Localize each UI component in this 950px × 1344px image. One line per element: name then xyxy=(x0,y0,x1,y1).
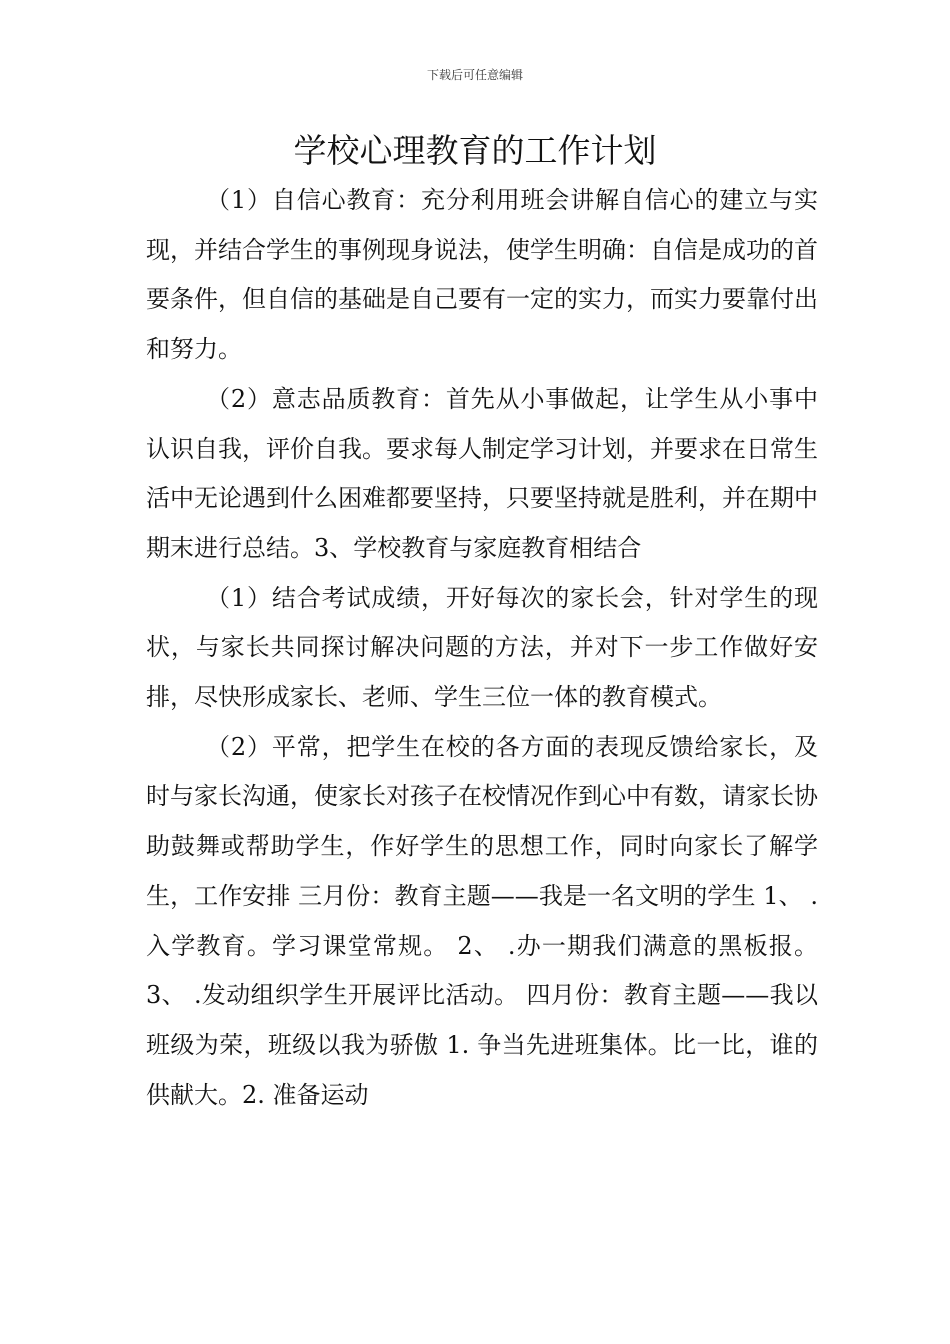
header-note: 下载后可任意编辑 xyxy=(426,68,523,82)
document-title: 学校心理教育的工作计划 xyxy=(293,131,657,170)
paragraph-parent-feedback: （2）平常，把学生在校的各方面的表现反馈给家长，及时与家长沟通，使家长对孩子在校情况作到心中有数，请家长协助鼓舞或帮助学生，作好学生的思想工作，同时向家长了解学生，工作安排 三月份：教育主题——我是一名文明的学生 1、 .入学教育。学习课堂常规。 2、 .办一期我们满意的黑板报。3、 .发动组织学生开展评比活动。 四月份：教育主题——我以班级为荣，班级以我为骄傲 1. 争当先进班集体。比一比，谁的供献大。2. 准备运动 xyxy=(146,732,818,1109)
paragraph-parent-meeting: （1）结合考试成绩，开好每次的家长会，针对学生的现状，与家长共同探讨解决问题的方法，并对下一步工作做好安排，尽快形成家长、老师、学生三位一体的教育模式。 xyxy=(146,583,818,712)
document-body xyxy=(146,176,818,1120)
paragraph-confidence-education: （1）自信心教育：充分利用班会讲解自信心的建立与实现，并结合学生的事例现身说法，使学生明确：自信是成功的首要条件，但自信的基础是自己要有一定的实力，而实力要靠付出和努力。 xyxy=(146,186,818,364)
paragraph-willpower-education: （2）意志品质教育：首先从小事做起，让学生从小事中认识自我，评价自我。要求每人制定学习计划，并要求在日常生活中无论遇到什么困难都要坚持，只要坚持就是胜利，并在期中期末进行总结。3、学校教育与家庭教育相结合 xyxy=(146,384,818,562)
